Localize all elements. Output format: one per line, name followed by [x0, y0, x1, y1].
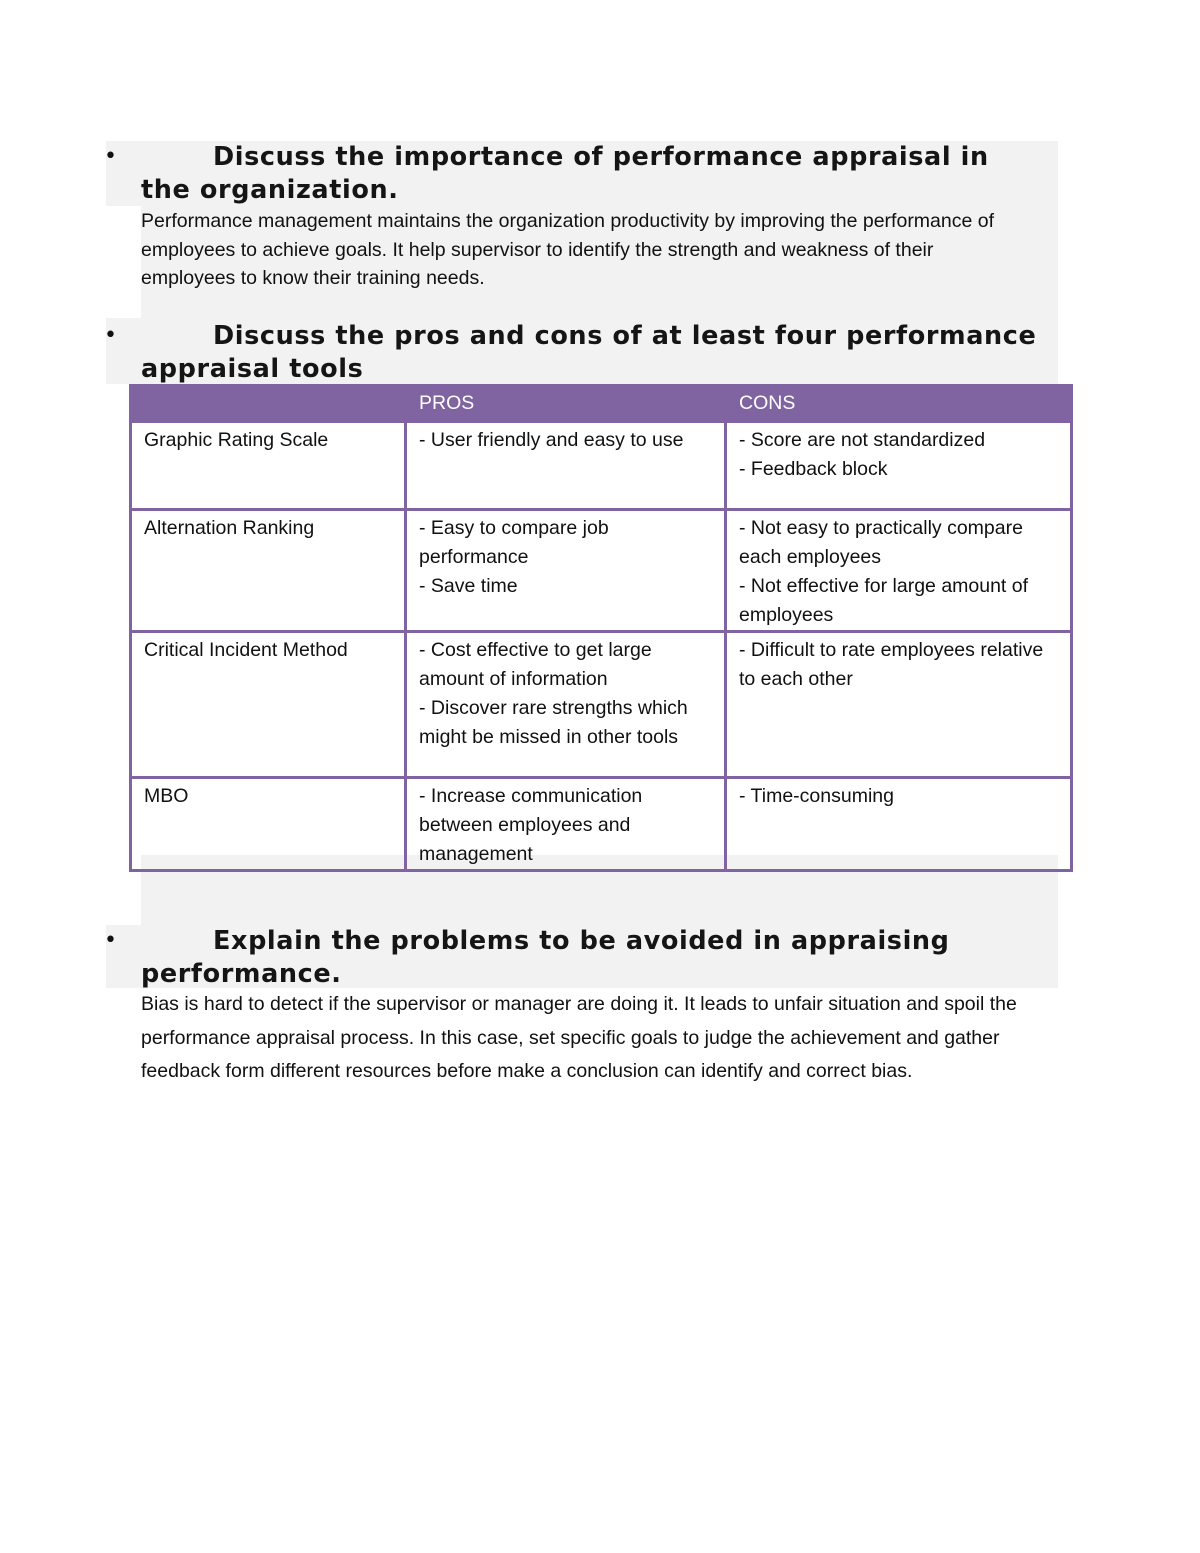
appraisal-tools-table	[129, 384, 1073, 872]
bullet-1: •	[104, 144, 117, 169]
con-item: - Time-consuming	[739, 785, 894, 807]
table-row	[131, 422, 1072, 510]
bullet-2: •	[104, 323, 117, 348]
pro-item: - Save time	[419, 575, 518, 597]
pro-item: - Easy to compare job performance	[419, 517, 609, 568]
table-row	[131, 632, 1072, 778]
pros-cell	[406, 632, 726, 778]
section-heading-problems	[141, 925, 1041, 991]
section-body-importance: Performance management maintains the organization productivity by improving the performance of employees to achieve goals. It help supervisor to identify the strength and weakness of their employees to know their training needs.	[141, 210, 995, 289]
heading-text: Explain the problems to be avoided in appraising performance.	[141, 926, 950, 989]
pros-cell	[406, 510, 726, 632]
section-body-problems: Bias is hard to detect if the supervisor or manager are doing it. It leads to unfair situation and spoil the performance appraisal process. In this case, set specific goals to judge the achievement and gather feedback form different resources before make a conclusion can identify and correct bias.	[141, 993, 1017, 1082]
con-item: - Not easy to practically compare each employees	[739, 517, 1023, 568]
cons-cell	[726, 632, 1072, 778]
tool-name: Graphic Rating Scale	[131, 422, 406, 510]
table-row	[131, 510, 1072, 632]
pro-item: - Discover rare strengths which might be missed in other tools	[419, 697, 688, 748]
cons-cell	[726, 510, 1072, 632]
pros-cell	[406, 778, 726, 871]
pro-item: - Cost effective to get large amount of information	[419, 639, 652, 690]
section-heading-pros-cons	[141, 320, 1041, 386]
cons-cell	[726, 778, 1072, 871]
heading-text: Discuss the pros and cons of at least four performance appraisal tools	[141, 321, 1037, 384]
cons-cell	[726, 422, 1072, 510]
pro-item: - Increase communication between employees and management	[419, 785, 643, 865]
table-header-row	[131, 386, 1072, 422]
bullet-3: •	[104, 928, 117, 953]
table-row	[131, 778, 1072, 871]
con-item: - Feedback block	[739, 458, 888, 480]
heading-text: Discuss the importance of performance appraisal in the organization.	[141, 142, 989, 205]
con-item: - Not effective for large amount of employees	[739, 575, 1029, 626]
tool-name: Alternation Ranking	[131, 510, 406, 632]
pro-item: - User friendly and easy to use	[419, 429, 684, 451]
pros-cell	[406, 422, 726, 510]
section-heading-importance	[141, 141, 1041, 207]
con-item: - Score are not standardized	[739, 429, 986, 451]
con-item: - Difficult to rate employees relative to each other	[739, 639, 1044, 690]
tool-name: MBO	[131, 778, 406, 871]
header-tool	[131, 386, 406, 422]
header-pros: PROS	[406, 386, 726, 422]
tool-name: Critical Incident Method	[131, 632, 406, 778]
header-cons: CONS	[726, 386, 1072, 422]
